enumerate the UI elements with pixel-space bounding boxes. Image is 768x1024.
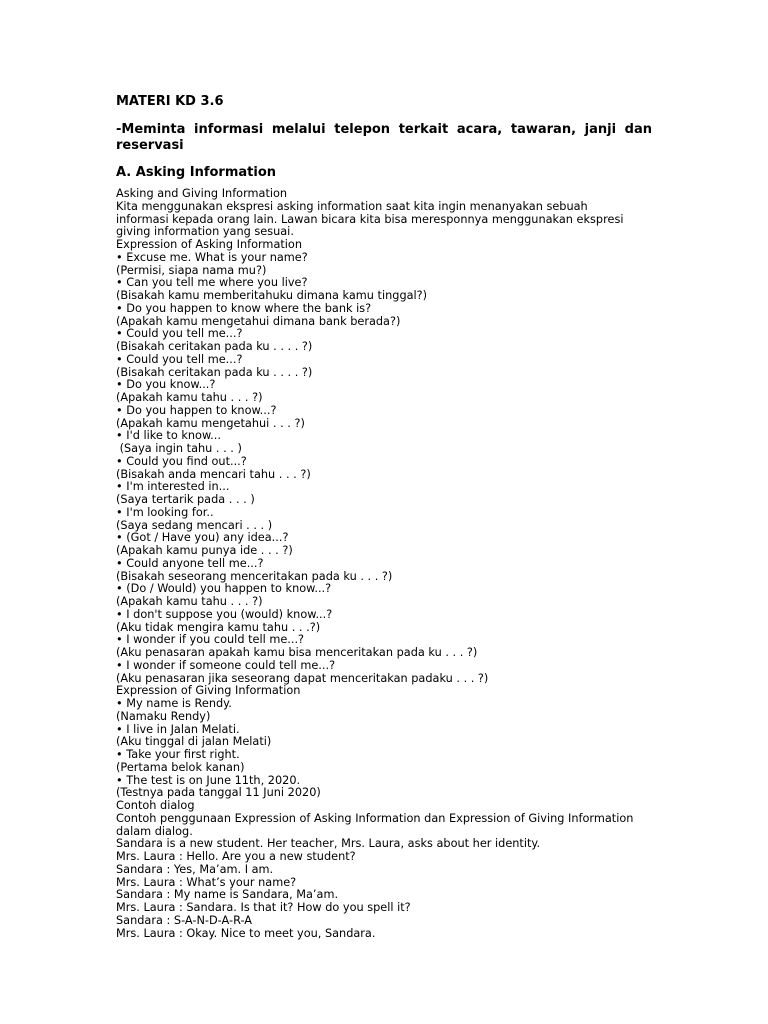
dialog-line: Sandara is a new student. Her teacher, Mrs. Laura, asks about her identity. [116,837,541,851]
list-item: (Bisakah kamu memberitahuku dimana kamu tinggal?) [116,289,428,302]
list-item: • Could you tell me...? [116,327,243,341]
body-text [116,188,652,940]
list-item: • My name is Rendy. [116,697,232,710]
giving-expressions-title: Expression of Giving Information [116,684,301,698]
list-item: (Aku tinggal di jalan Melati) [116,735,272,749]
dialog-intro-paragraph [116,813,652,839]
list-item: • I'm interested in... [116,480,230,494]
list-item: • (Got / Have you) any idea...? [116,531,289,545]
list-item: (Bisakah ceritakan pada ku . . . . ?) [116,365,313,379]
subtitle: Asking and Giving Information [116,187,288,200]
giving-expressions-list [116,698,652,800]
intro-line: giving information yang sesuai. [116,225,294,239]
list-item: • I live in Jalan Melati. [116,722,240,736]
list-item: • Do you know...? [116,378,216,392]
list-item: (Saya tertarik pada . . . ) [116,493,255,506]
list-item: • I'm looking for.. [116,505,214,519]
topic-heading-line-2: reservasi [116,138,184,153]
dialog-line: Mrs. Laura : Hello. Are you a new student? [116,850,356,863]
list-item: (Saya sedang mencari . . . ) [116,518,273,532]
section-heading: A. Asking Information [116,165,277,180]
asking-expressions-title: Expression of Asking Information [116,238,303,251]
list-item: (Bisakah anda mencari tahu . . . ?) [116,467,311,481]
list-item: • Do you happen to know where the bank is? [116,301,372,315]
list-item: • Do you happen to know...? [116,403,277,417]
dialog-line: Mrs. Laura : Sandara. Is that it? How do you spell it? [116,901,411,914]
list-item: • The test is on June 11th, 2020. [116,773,301,787]
list-item: • I'd like to know... [116,429,221,443]
list-item: (Apakah kamu tahu . . . ?) [116,595,263,608]
list-item: • Could anyone tell me...? [116,556,264,570]
asking-expressions-list [116,252,652,686]
list-item: • Excuse me. What is your name? [116,250,308,264]
intro-line: Kita menggunakan ekspresi asking information saat kita ingin menanyakan sebuah [116,199,588,213]
dialog-line: Sandara : Yes, Ma’am. I am. [116,862,274,876]
list-item: (Aku penasaran apakah kamu bisa menceritakan pada ku . . . ?) [116,646,478,659]
list-item: • I wonder if you could tell me...? [116,633,305,647]
list-item: • Can you tell me where you live? [116,276,308,290]
list-item: (Aku penasaran jika seseorang dapat menceritakan padaku . . . ?) [116,671,489,685]
intro-paragraph [116,201,652,239]
list-item: • (Do / Would) you happen to know...? [116,582,332,596]
topic-heading-line-1: -Meminta informasi melalui telepon terkait acara, tawaran, janji dan [116,122,652,137]
list-item: (Bisakah ceritakan pada ku . . . . ?) [116,340,313,353]
list-item: (Testnya pada tanggal 11 Juni 2020) [116,786,321,800]
material-code-heading: MATERI KD 3.6 [116,94,224,109]
dialog-line: Mrs. Laura : Okay. Nice to meet you, Sandara. [116,926,376,940]
list-item: (Apakah kamu punya ide . . . ?) [116,544,293,557]
list-item: (Aku tidak mengira kamu tahu . . .?) [116,620,321,634]
dialog-line: Sandara : My name is Sandara, Ma’am. [116,888,339,902]
list-item: • I don't suppose you (would) know...? [116,607,333,621]
list-item: (Pertama belok kanan) [116,760,245,774]
dialog-line: Sandara : S-A-N-D-A-R-A [116,913,253,927]
list-item: (Permisi, siapa nama mu?) [116,263,267,277]
list-item: (Apakah kamu tahu . . . ?) [116,391,263,404]
list-item: (Apakah kamu mengetahui dimana bank berada?) [116,314,401,328]
list-item: (Bisakah seseorang menceritakan pada ku . . . ?) [116,569,393,583]
intro-line: informasi kepada orang lain. Lawan bicara kita bisa meresponnya menggunakan ekspresi [116,212,624,226]
dialog-title: Contoh dialog [116,799,195,812]
document-content [116,94,652,940]
list-item: (Apakah kamu mengetahui . . . ?) [116,416,305,430]
dialog-lines [116,838,652,940]
list-item: • Take your first right. [116,748,240,761]
dialog-intro-line: Contoh penggunaan Expression of Asking Information dan Expression of Giving Information [116,811,634,825]
dialog-intro-line: dalam dialog. [116,824,193,838]
list-item: • Could you find out...? [116,454,247,468]
list-item: (Namaku Rendy) [116,709,211,723]
list-item: • I wonder if someone could tell me...? [116,658,336,672]
list-item: • Could you tell me...? [116,352,243,366]
list-item: (Saya ingin tahu . . . ) [116,442,242,455]
dialog-line: Mrs. Laura : What’s your name? [116,875,297,889]
